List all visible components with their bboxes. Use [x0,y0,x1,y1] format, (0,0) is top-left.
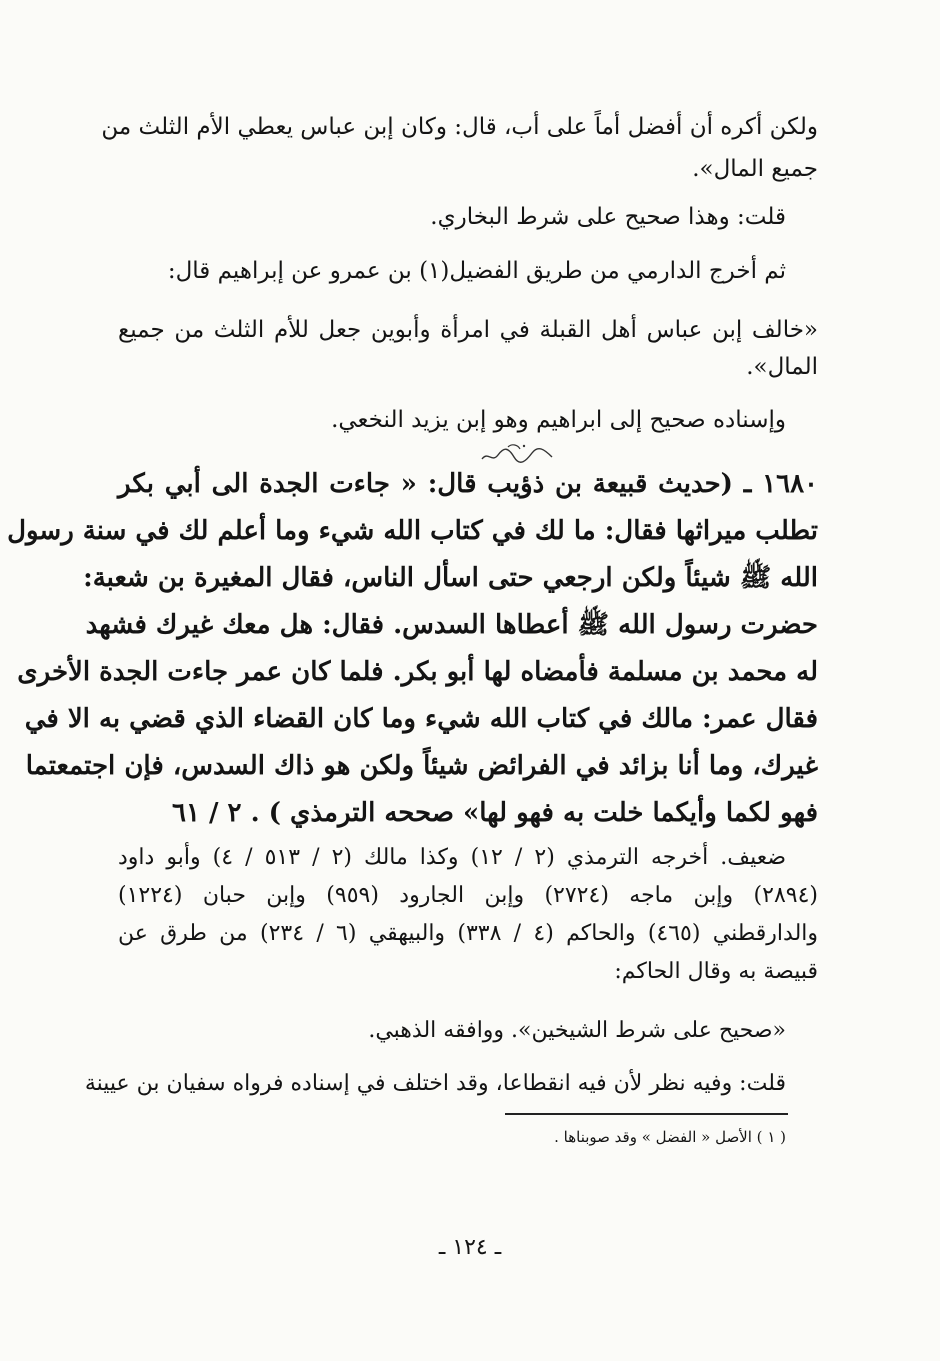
hadith-line: حضرت رسول الله ﷺ أعطاها السدس. فقال: هل معك غيرك فشهد [85,610,818,640]
takhrij-line: قبيصة به وقال الحاكم: [614,959,818,984]
paragraph-line: قلت: وهذا صحيح على شرط البخاري. [430,204,786,230]
takhrij-line: ضعيف. أخرجه الترمذي (٢ / ١٢) وكذا مالك (٢ / ٥١٣ / ٤) وأبو داود [118,845,787,870]
hadith-line: فقال عمر: مالك في كتاب الله شيء وما كان القضاء الذي قضي به الا في [24,704,818,734]
paragraph-line: قلت: وفيه نظر لأن فيه انقطاعا، وقد اختلف في إسناده فرواه سفيان بن عيينة [84,1071,786,1096]
paragraph-line: ولكن أكره أن أفضل أماً على أب، قال: وكان إبن عباس يعطي الأم الثلث من [101,114,818,140]
hadith-line: فهو لكما وأيكما خلت به فهو لها» صححه الترمذي ) . ٢ / ٦١ [172,798,818,828]
footnote: ( ١ ) الأصل « الفضل » وقد صوبناها . [554,1128,786,1146]
hadith-line: ١٦٨٠ ـ (حديث قبيعة بن ذؤيب قال: « جاءت الجدة الى أبي بكر [118,469,818,499]
handwritten-mark [478,441,558,467]
footnote-divider [505,1113,788,1115]
hadith-line: تطلب ميراثها فقال: ما لك في كتاب الله شيء وما أعلم لك في سنة رسول [7,516,818,546]
paragraph-line: ثم أخرج الدارمي من طريق الفضيل(١) بن عمرو عن إبراهيم قال: [167,258,786,284]
paragraph-line: وإسناده صحيح إلى ابراهيم وهو إبن يزيد النخعي. [331,407,786,433]
paragraph-line: المال». [746,354,818,380]
paragraph-line: «خالف إبن عباس أهل القبلة في امرأة وأبوين جعل للأم الثلث من جميع [118,317,818,343]
takhrij-line: (٢٨٩٤) وإبن ماجه (٢٧٢٤) وإبن الجارود (٩٥٩) وإبن حبان (١٢٢٤) [118,883,818,908]
paragraph-line: جميع المال». [692,156,818,182]
hadith-line: له محمد بن مسلمة فأمضاه لها أبو بكر. فلما كان عمر جاءت الجدة الأخرى [17,657,818,687]
page-number: ـ ١٢٤ ـ [438,1235,502,1260]
takhrij-line: والدارقطني (٤٦٥) والحاكم (٤ / ٣٣٨) والبيهقي (٦ / ٢٣٤) من طرق عن [118,921,819,946]
hadith-line: غيرك، وما أنا بزائد في الفرائض شيئاً ولكن هو ذاك السدس، فإن اجتمعتما [25,751,818,781]
quote-line: «صحيح على شرط الشيخين». ووافقه الذهبي. [368,1018,786,1043]
hadith-line: الله ﷺ شيئاً ولكن ارجعي حتى اسأل الناس، فقال المغيرة بن شعبة: [83,563,818,593]
